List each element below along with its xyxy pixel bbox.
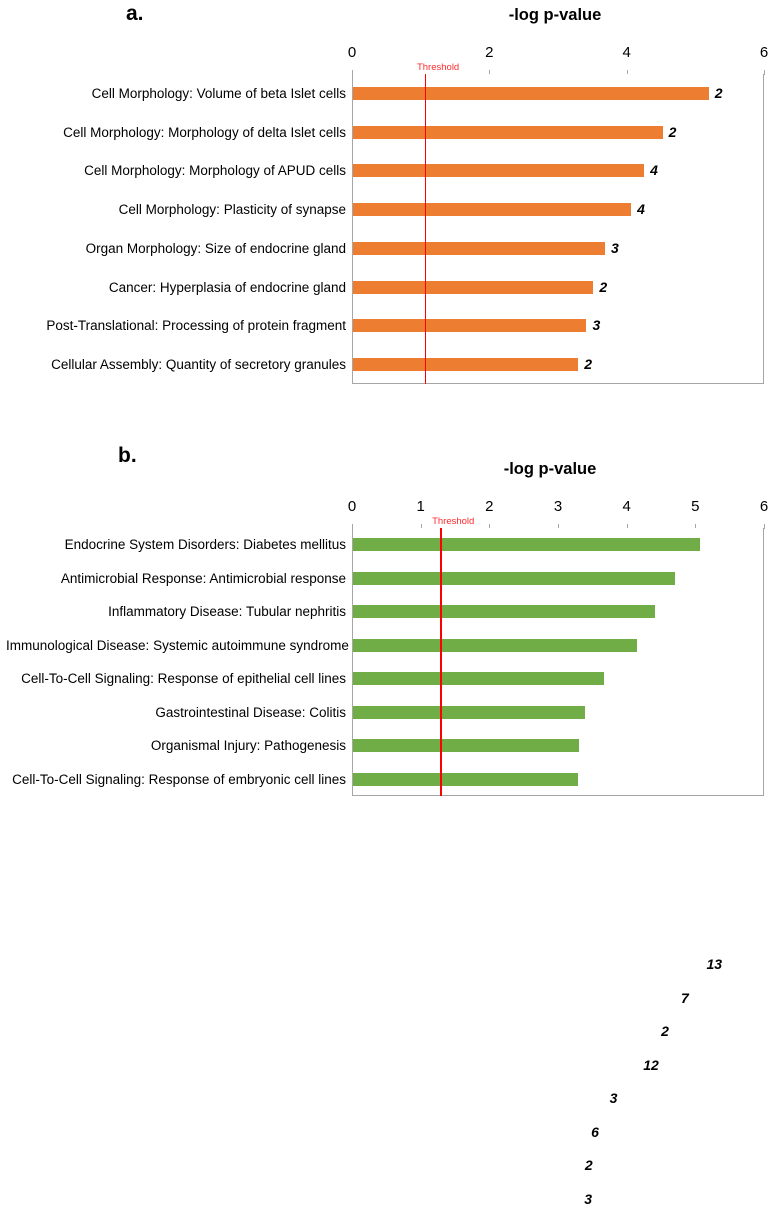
panel-b-chart-title: -log p-value [503,460,597,478]
bar [353,242,605,255]
category-label: Cancer: Hyperplasia of endocrine gland [108,279,346,295]
category-label: Endocrine System Disorders: Diabetes mellitus [64,537,346,553]
x-tick-label: 6 [759,498,769,515]
panel-b-plot-area [352,528,764,796]
category-label: Organismal Injury: Pathogenesis [150,738,346,754]
category-label: Immunological Disease: Systemic autoimmune syndrome [6,637,349,653]
bar-value-label: 3 [609,1090,618,1107]
x-tick-label: 0 [347,44,357,61]
panel-a-plot-area [352,74,764,384]
category-label: Organ Morphology: Size of endocrine gland [85,240,346,256]
bar-value-label: 2 [661,1023,669,1040]
bar-value-label: 4 [650,162,658,179]
bar [353,639,637,652]
panel-b-x-axis-labels [347,498,769,524]
x-tick-label: 6 [759,44,769,61]
bar [353,538,700,551]
category-label: Gastrointestinal Disease: Colitis [155,704,346,720]
bar [353,319,586,332]
x-tick-label: 1 [416,498,425,515]
bar [353,126,663,139]
bar [353,203,631,216]
bar-value-label: 2 [714,84,723,101]
bar [353,164,644,177]
x-tick-label: 4 [622,44,631,61]
panel-b-letter: b. [118,444,137,467]
bar-value-label: 12 [643,1056,659,1073]
panel-b [0,420,778,1207]
bar [353,672,604,685]
bar [353,281,593,294]
bar [353,706,585,719]
bar-value-label: 2 [668,123,677,140]
panel-a-chart-title: -log p-value [508,6,602,24]
panel-a-threshold-line [425,74,426,384]
category-label: Cell Morphology: Morphology of delta Islet cells [63,124,346,140]
bar [353,605,655,618]
x-tick-label: 4 [622,498,631,515]
bar [353,87,709,100]
category-label: Cell Morphology: Volume of beta Islet cells [91,85,346,101]
x-tick-label: 3 [553,498,563,515]
x-tick-label: 2 [485,44,494,61]
bar-value-label: 7 [681,989,689,1006]
bar-value-label: 3 [592,317,601,334]
bar-value-label: 6 [591,1123,599,1140]
panel-a [0,0,778,420]
panel-a-threshold-label: Threshold [416,62,460,73]
bar [353,739,579,752]
category-label: Antimicrobial Response: Antimicrobial response [60,570,346,586]
bar-value-label: 4 [637,201,645,218]
bar-value-label: 2 [599,278,608,295]
bar-value-label: 3 [584,1190,593,1207]
panel-b-threshold-line [440,528,441,796]
x-tick-mark [764,70,765,75]
x-tick-mark [764,524,765,529]
category-label: Cellular Assembly: Quantity of secretory granules [51,357,346,373]
panel-b-threshold-label: Threshold [432,516,475,527]
panel-a-letter: a. [126,2,144,25]
category-label: Cell-To-Cell Signaling: Response of epithelial cell lines [21,671,346,687]
bar [353,773,578,786]
x-tick-label: 5 [691,498,700,515]
panel-a-x-axis-labels [347,44,769,70]
bar-value-label: 2 [584,356,593,373]
category-label: Cell Morphology: Plasticity of synapse [118,202,346,218]
bar [353,572,675,585]
bar-value-label: 3 [611,239,619,256]
category-label: Cell-To-Cell Signaling: Response of embryonic cell lines [12,771,346,787]
bar [353,358,578,371]
bar-value-label: 13 [706,956,723,973]
category-label: Cell Morphology: Morphology of APUD cells [84,163,346,179]
x-tick-label: 2 [485,498,494,515]
category-label: Inflammatory Disease: Tubular nephritis [108,604,346,620]
category-label: Post-Translational: Processing of protein fragment [46,318,346,334]
bar-value-label: 2 [584,1157,593,1174]
x-tick-label: 0 [347,498,357,515]
